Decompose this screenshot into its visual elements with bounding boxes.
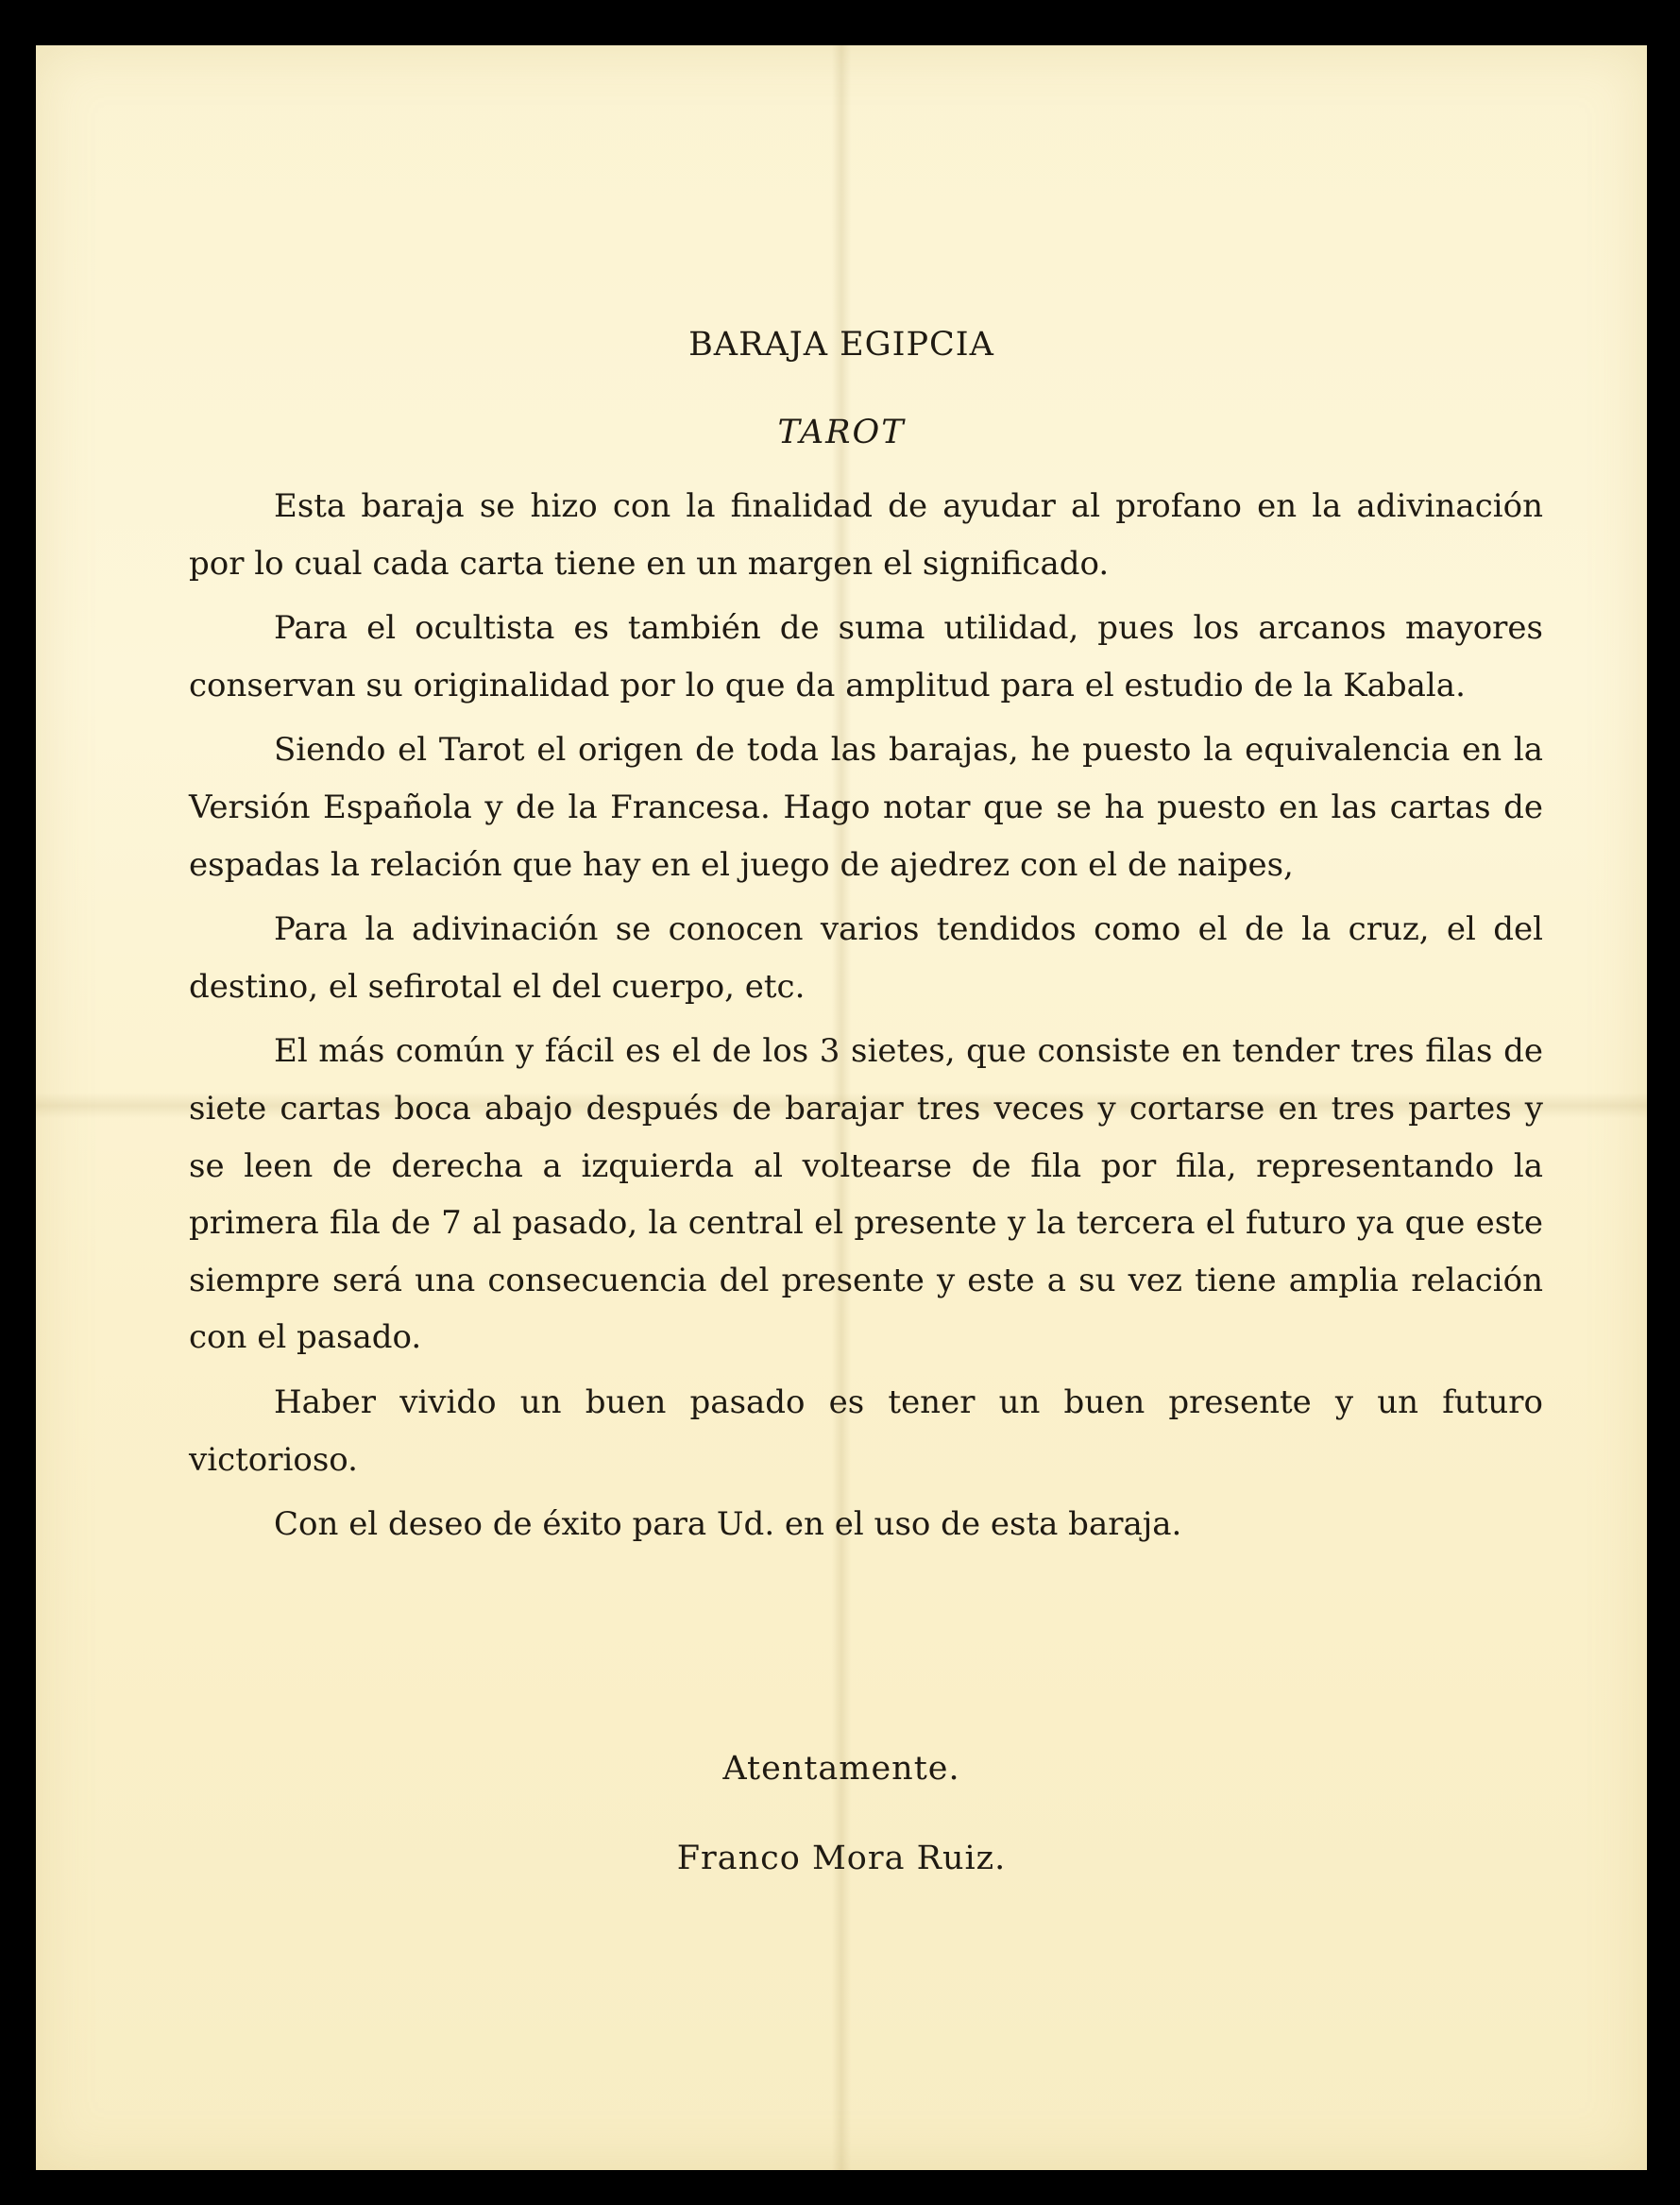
document-subtitle: TAROT <box>777 414 906 451</box>
signature-name: Franco Mora Ruiz. <box>676 1840 1007 1877</box>
closing-salutation: Atentamente. <box>722 1750 960 1788</box>
paragraph-deseo: Con el deseo de éxito para Ud. en el uso de esta baraja. <box>274 1505 1182 1544</box>
document-title: BARAJA EGIPCIA <box>688 326 994 364</box>
letter-body <box>189 478 1543 1561</box>
paragraph-ocultista: Para el ocultista es también de suma utilidad, pues los arcanos mayores conservan su originalidad por lo que da amplitud para el estudio de la Kabala. <box>189 609 1543 704</box>
paragraph-tres-sietes: El más común y fácil es el de los 3 sietes, que consiste en tender tres filas de siete cartas boca abajo después de barajar tres veces y cortarse en tres partes y se leen de derecha a izquierda al voltearse de fila por fila, representando la primera fila de 7 al pasado, la central el presente y la tercera el futuro ya que este siempre será una consecuencia del presente y este a su vez tiene amplia relación con el pasado. <box>189 1032 1543 1357</box>
paragraph-pasado: Haber vivido un buen pasado es tener un buen presente y un futuro victorioso. <box>189 1382 1543 1479</box>
paragraph-tendidos: Para la adivinación se conocen varios tendidos como el de la cruz, el del destino, el sefirotal el del cuerpo, etc. <box>189 910 1543 1006</box>
paragraph-purpose: Esta baraja se hizo con la finalidad de ayudar al profano en la adivinación por lo cual cada carta tiene en un margen el significado. <box>189 487 1543 583</box>
paragraph-origen: Siendo el Tarot el origen de toda las barajas, he puesto la equivalencia en la Versión Española y de la Francesa. Hago notar que se ha puesto en las cartas de espadas la relación que hay en el juego de ajedrez con el de naipes, <box>189 731 1543 884</box>
letter-page <box>36 45 1647 2170</box>
